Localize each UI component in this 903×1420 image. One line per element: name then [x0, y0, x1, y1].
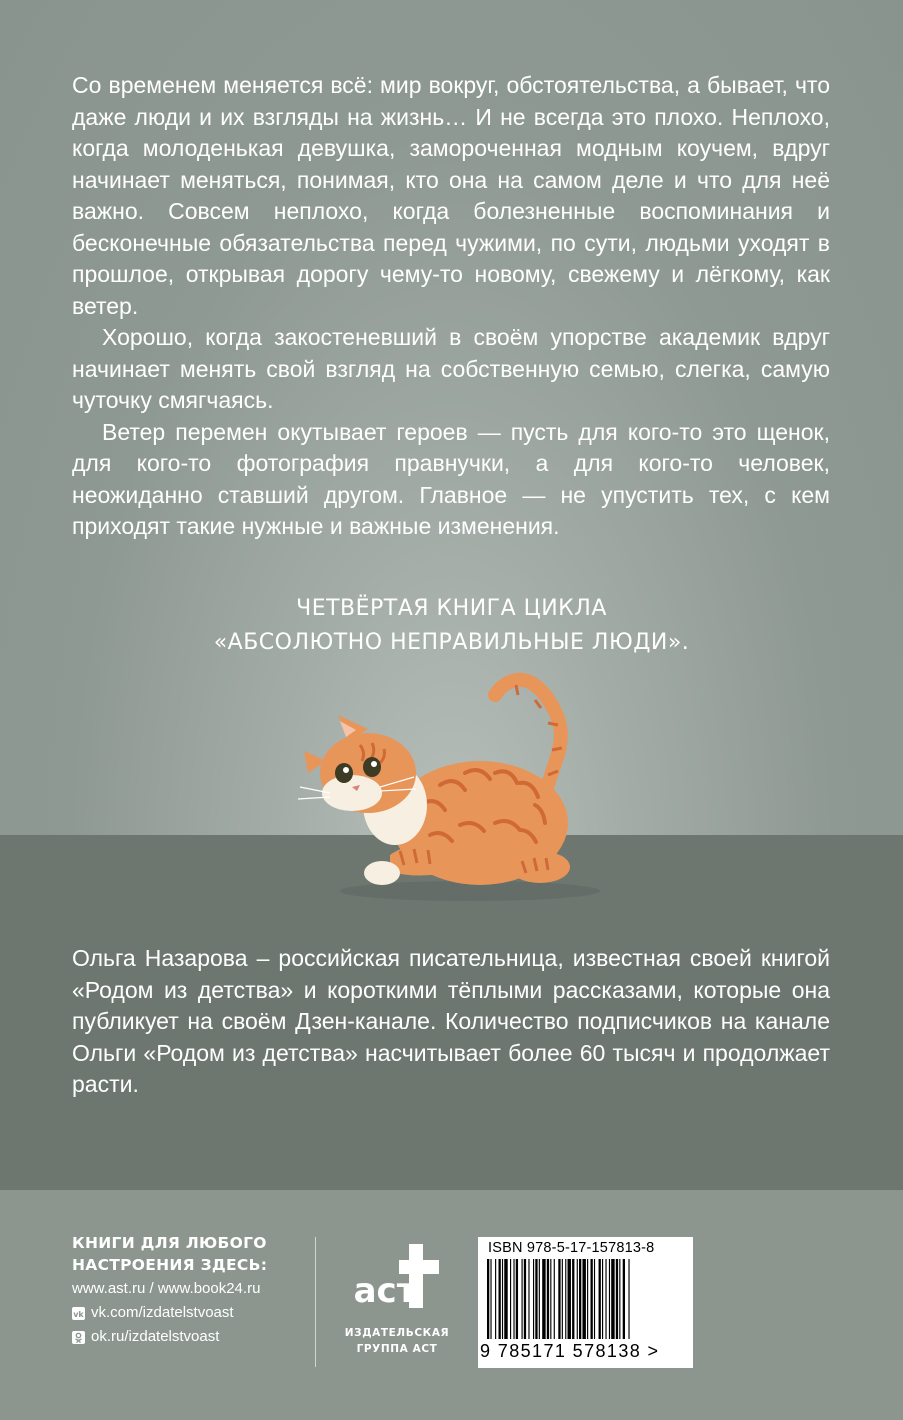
barcode-bar: [547, 1259, 549, 1339]
barcode-bar: [487, 1259, 489, 1339]
barcode-bar: [495, 1259, 496, 1339]
annotation-paragraph: Хорошо, когда закостеневший в своём упорстве академик вдруг начинает менять свой взгляд на собственную семью, слегка, самую чуточку смягчаясь.: [72, 324, 830, 413]
barcode-bar: [565, 1259, 566, 1339]
sites-link[interactable]: [72, 1278, 267, 1300]
barcode-bar: [490, 1259, 491, 1339]
author-bio: [72, 943, 830, 1101]
barcode-bar: [599, 1259, 601, 1339]
barcode-bar: [502, 1259, 503, 1339]
series-line-2: «АБСОЛЮТНО НЕПРАВИЛЬНЫЕ ЛЮДИ».: [213, 630, 690, 655]
barcode-bar: [558, 1259, 560, 1339]
barcode-bar: [628, 1259, 629, 1339]
publisher-caption-1: ИЗДАТЕЛЬСКАЯ: [344, 1327, 450, 1339]
barcode-bar: [602, 1259, 603, 1339]
barcode-bar: [619, 1259, 620, 1339]
series-title: [0, 592, 903, 660]
links-heading-2: НАСТРОЕНИЯ ЗДЕСЬ:: [72, 1256, 268, 1274]
barcode-bar: [579, 1259, 581, 1339]
annotation-paragraph: Ветер перемен окутывает героев — пусть для кого-то это щенок, для кого-то фотография правнучки, а для кого-то человек, неожиданно ставший другом. Главное — не упустить тех, с кем приходят такие нужные и важные изменения.: [72, 418, 830, 539]
barcode-bar: [522, 1259, 523, 1339]
barcode-bar: [513, 1259, 514, 1339]
barcode-bar: [539, 1259, 540, 1339]
isbn-label: ISBN 978-5-17-157813-8: [488, 1240, 655, 1256]
ok-link[interactable]: [72, 1326, 267, 1348]
links-heading-1: КНИГИ ДЛЯ ЛЮБОГО: [72, 1234, 267, 1252]
barcode: [478, 1237, 693, 1368]
ast-logo: [347, 1238, 447, 1316]
barcode-bar: [605, 1259, 606, 1339]
barcode-bars: [483, 1259, 688, 1341]
barcode-bar: [524, 1259, 526, 1339]
barcode-bar: [542, 1259, 545, 1339]
publisher-caption-2: ГРУППА АСТ: [356, 1343, 438, 1355]
barcode-bar: [528, 1259, 529, 1339]
barcode-bar: [562, 1259, 563, 1339]
barcode-bar: [510, 1259, 511, 1339]
barcode-bar: [533, 1259, 534, 1339]
publisher-caption: [327, 1325, 467, 1357]
barcode-bar: [611, 1259, 614, 1339]
publisher-block: [327, 1238, 467, 1357]
odnoklassniki-icon: [72, 1331, 85, 1344]
barcode-bar: [623, 1259, 625, 1339]
barcode-bar: [499, 1259, 501, 1339]
barcode-bar: [535, 1259, 537, 1339]
barcode-bar: [594, 1259, 595, 1339]
barcode-bar: [577, 1259, 578, 1339]
cat-illustration: [290, 655, 650, 925]
barcode-bar: [572, 1259, 574, 1339]
annotation-text: [72, 70, 830, 543]
barcode-bar: [516, 1259, 518, 1339]
barcode-digits: 9 785171 578138 >: [480, 1341, 660, 1361]
barcode-bar: [582, 1259, 585, 1339]
vk-text: vk.com/izdatelstvoast: [91, 1304, 234, 1321]
author-bio-text: Ольга Назарова – российская писательница, известная своей книгой «Родом из детства» и короткими тёплыми рассказами, которые она публикует на своём Дзен-канале. Количество подписчиков на канале Ольги «Родом из детства» насчитывает более 60 тысяч и продолжает расти.: [72, 945, 830, 1097]
divider: [315, 1237, 316, 1367]
vk-link[interactable]: [72, 1302, 267, 1324]
vk-icon: [72, 1307, 85, 1320]
svg-text:vk: vk: [73, 1309, 84, 1319]
barcode-bar: [616, 1259, 618, 1339]
ok-text: ok.ru/izdatelstvoast: [91, 1328, 220, 1345]
barcode-bar: [504, 1259, 507, 1339]
sites-text: www.ast.ru / www.book24.ru: [72, 1280, 261, 1297]
barcode-bar: [568, 1259, 571, 1339]
barcode-bar: [554, 1259, 555, 1339]
publisher-links: [72, 1232, 267, 1348]
logo-text: аст: [353, 1271, 417, 1311]
series-line-1: ЧЕТВЁРТАЯ КНИГА ЦИКЛА: [296, 596, 607, 621]
barcode-bar: [609, 1259, 610, 1339]
barcode-bar: [591, 1259, 593, 1339]
annotation-paragraph: Со временем меняется всё: мир вокруг, обстоятельства, а бывает, что даже люди и их взгляды на жизнь… И не всегда это плохо. Неплохо, когда молоденькая девушка, замороченная модным коучем, вдруг начинает меняться, понимая, кто она на самом деле и что для неё важно. Совсем неплохо, когда болезненные воспоминания и бесконечные обязательства перед чужими, по сути, людьми уходят в прошлое, открывая дорогу чему-то новому, свежему и лёгкому, как ветер.: [72, 72, 830, 319]
barcode-bar: [550, 1259, 551, 1339]
barcode-bar: [587, 1259, 588, 1339]
